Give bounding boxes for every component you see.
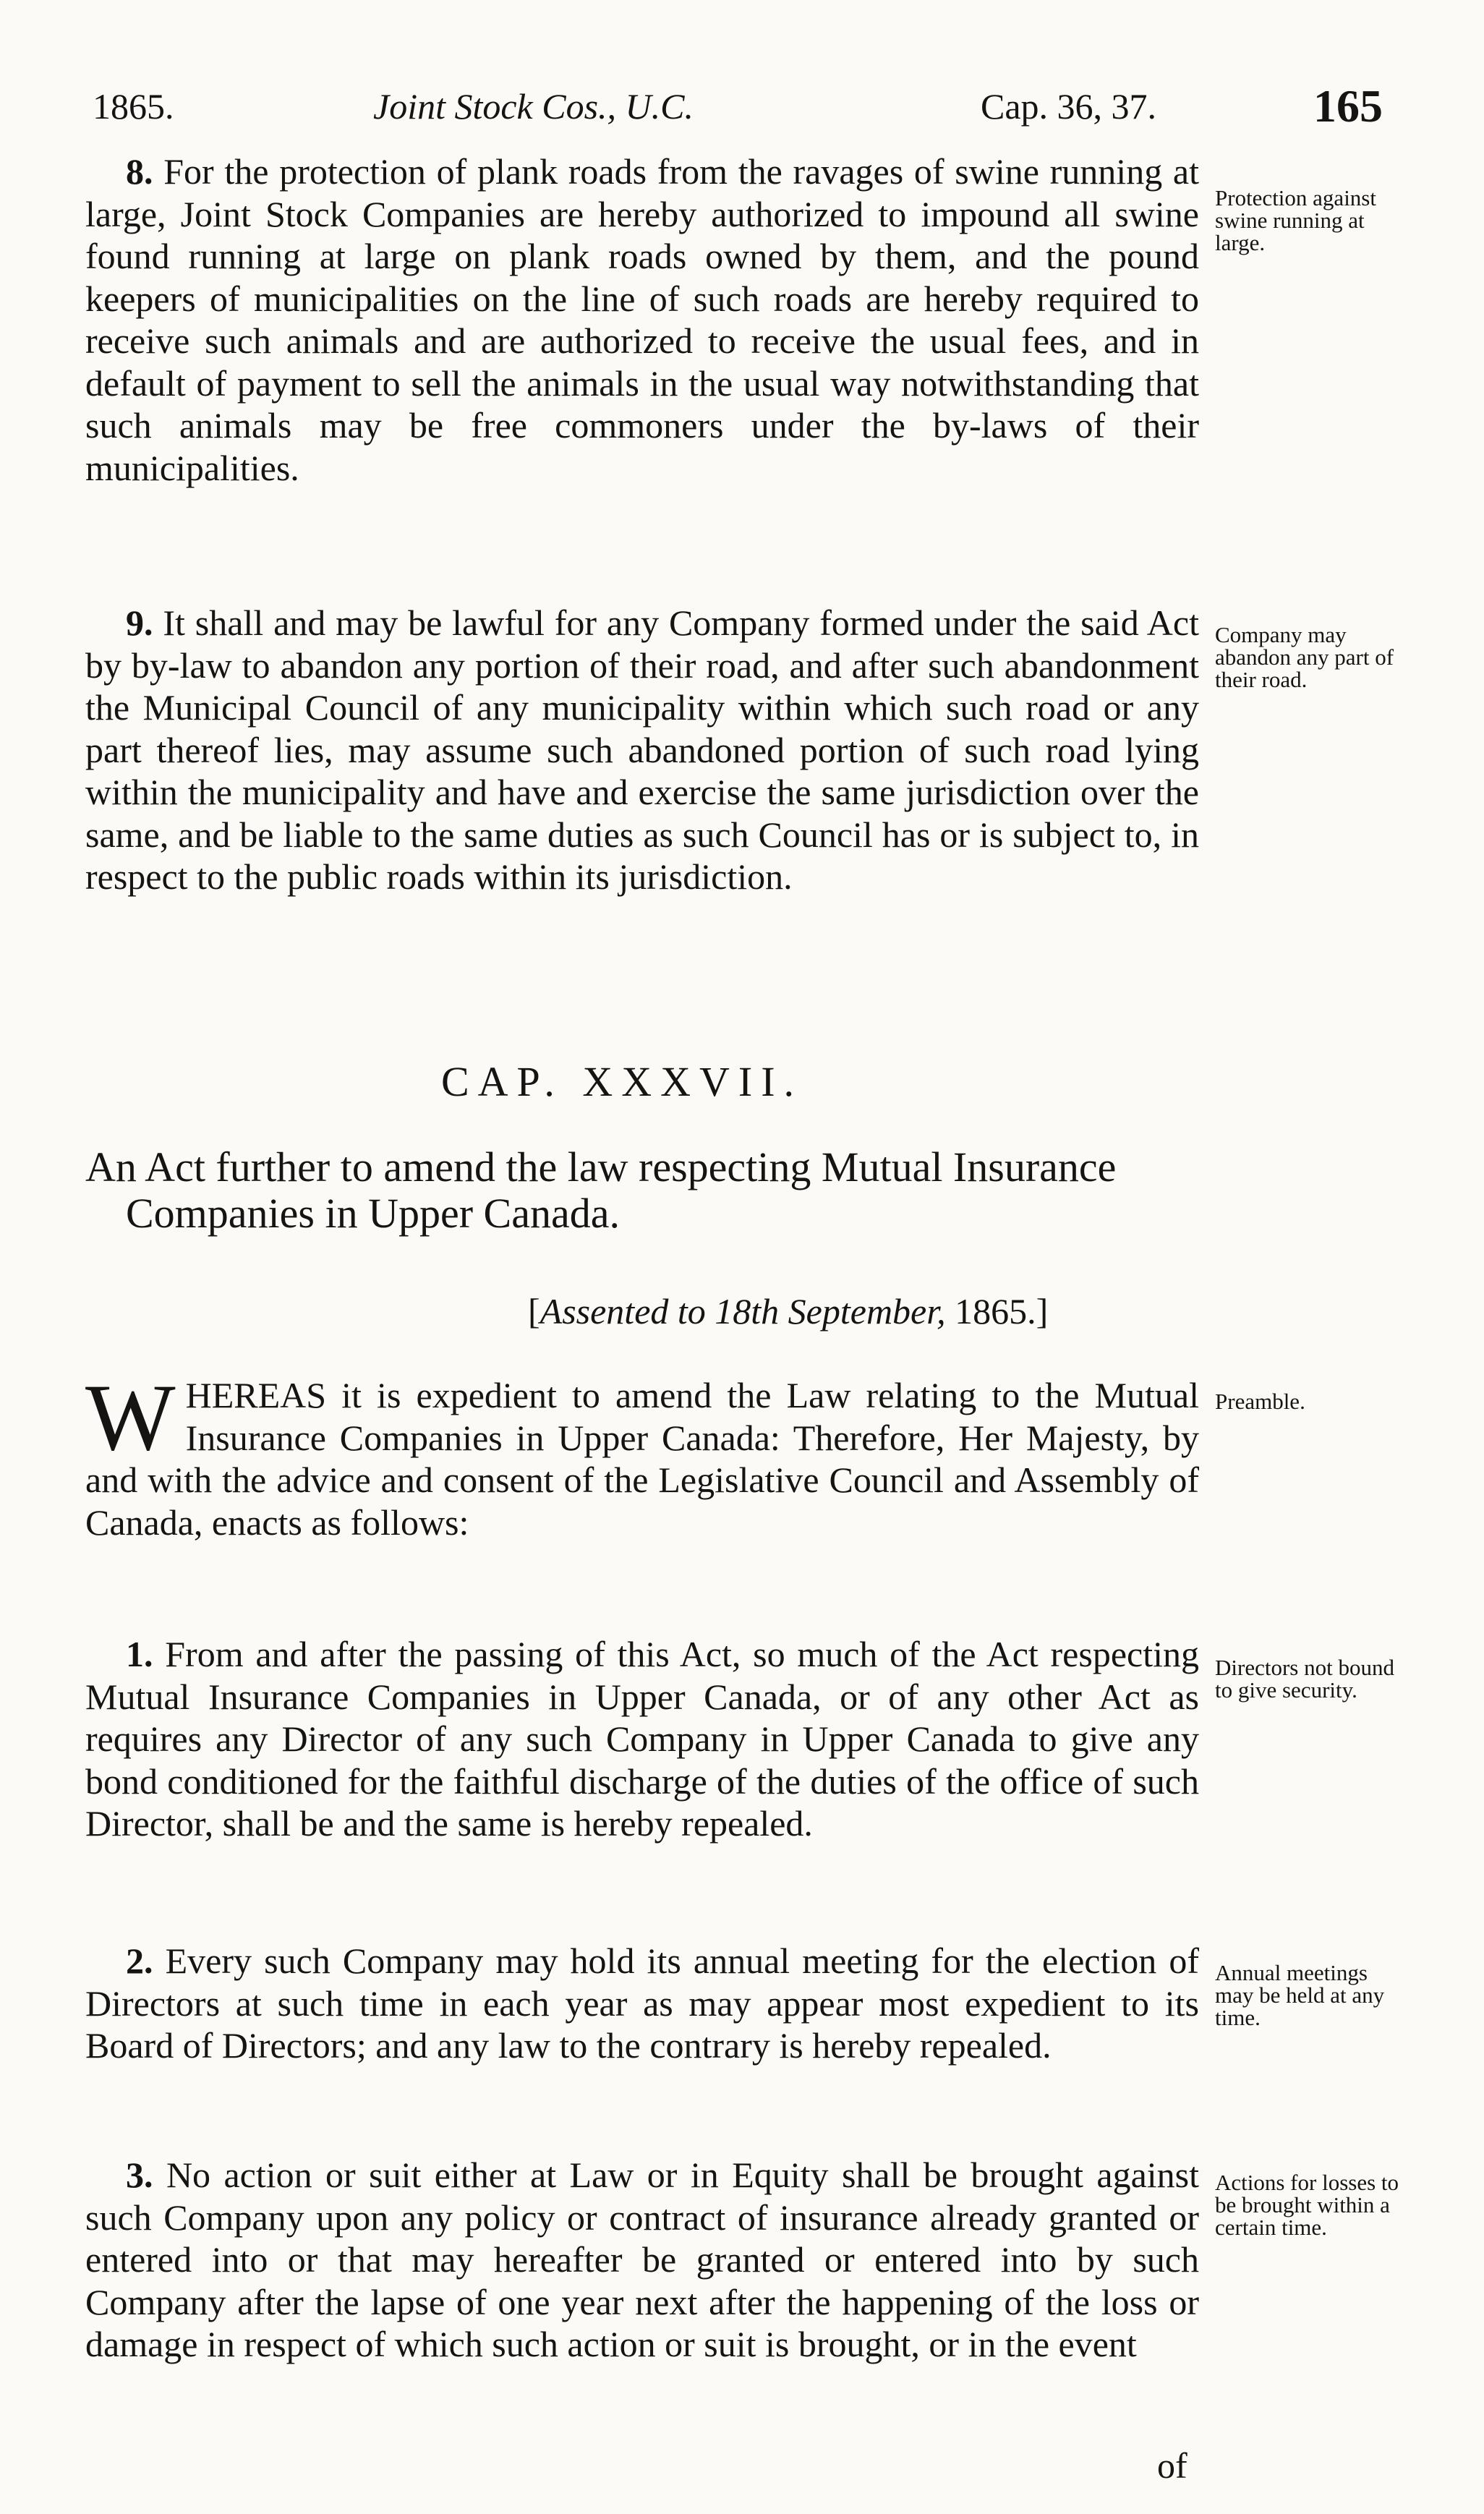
act-title: An Act further to amend the law respecting Mutual Insurance Companies in Upper Canada.	[85, 1143, 1117, 1237]
clause-text: From and after the passing of this Act, so much of the Act respecting Mutual Insurance Companies in Upper Canada, or of any other Act as requires any Director of any such Company in Upper Canada to give any bond conditioned for the faithful discharge of the duties of the office of such Director, shall be and the same is hereby repealed.	[85, 1634, 1199, 1844]
chapter-heading: CAP. XXXVII.	[440, 1058, 803, 1105]
assent-date: Assented to 18th September,	[540, 1291, 946, 1331]
preamble	[85, 1364, 1199, 1543]
section-text: It shall and may be lawful for any Company formed under the said Act by by-law to abandon any portion of their road, and after such abandonment the Municipal Council of any municipality within which such road or any part thereof lies, may assume such abandoned portion of such road lying within the municipality and have and exercise the same jurisdiction over the same, and be liable to the same duties as such Council has or is subject to, in respect to the public roads within its jurisdiction.	[85, 602, 1199, 897]
clause-number: 2.	[126, 1940, 153, 1981]
clause-1	[85, 1633, 1199, 1845]
margin-note-section-9: Company may abandon any part of their road.	[1215, 622, 1394, 692]
section-number: 8.	[126, 151, 153, 192]
clause-number: 1.	[126, 1634, 153, 1674]
margin-note-section-8: Protection against swine running at large.	[1215, 185, 1376, 255]
assent-line	[528, 1290, 1048, 1332]
clause-text: No action or suit either at Law or in Equity shall be brought against such Company upon any policy or contract of insurance already granted or entered into or that may hereafter be granted or entered into by such Company after the lapse of one year next after the happening of the loss or damage in respect of which such action or suit is brought, or in the event	[85, 2155, 1200, 2364]
header-title: Joint Stock Cos., U.C.	[373, 86, 694, 127]
section-9	[85, 602, 1199, 898]
margin-note-clause-1: Directors not bound to give security.	[1215, 1655, 1394, 1703]
assent-year: 1865.]	[945, 1291, 1049, 1331]
drop-cap: W	[85, 1364, 176, 1470]
margin-note-preamble: Preamble.	[1215, 1389, 1305, 1414]
header-chapter: Cap. 36, 37.	[981, 86, 1157, 127]
clause-2	[85, 1940, 1199, 2067]
clause-number: 3.	[126, 2155, 153, 2195]
preamble-text: HEREAS it is expedient to amend the Law relating to the Mutual Insurance Companies in Upper Canada: Therefore, Her Majesty, by and with the advice and consent of the Legislative Council and Assembly of Canada, enacts as follows:	[85, 1375, 1199, 1543]
header-year: 1865.	[93, 86, 174, 127]
section-text: For the protection of plank roads from the ravages of swine running at large, Joint Stock Companies are hereby authorized to impound all swine found running at large on plank roads owned by them, and the pound keepers of municipalities on the line of such roads are hereby required to receive such animals and are authorized to receive the usual fees, and in default of payment to sell the animals in the usual way notwithstanding that such animals may be free commoners under the by-laws of their municipalities.	[85, 151, 1199, 488]
assent-bracket: [	[528, 1291, 540, 1331]
margin-note-clause-2: Annual meetings may be held at any time.	[1215, 1960, 1385, 2030]
page-number: 165	[1313, 80, 1383, 132]
clause-text: Every such Company may hold its annual meeting for the election of Directors at such time in each year as may appear most expedient to its Board of Directors; and any law to the contrary is hereby repealed.	[85, 1940, 1200, 2066]
clause-3	[85, 2154, 1199, 2366]
catchword: of	[1157, 2445, 1187, 2486]
section-8	[85, 150, 1199, 489]
section-number: 9.	[126, 602, 153, 643]
margin-note-clause-3: Actions for losses to be brought within a certain time.	[1215, 2170, 1399, 2240]
